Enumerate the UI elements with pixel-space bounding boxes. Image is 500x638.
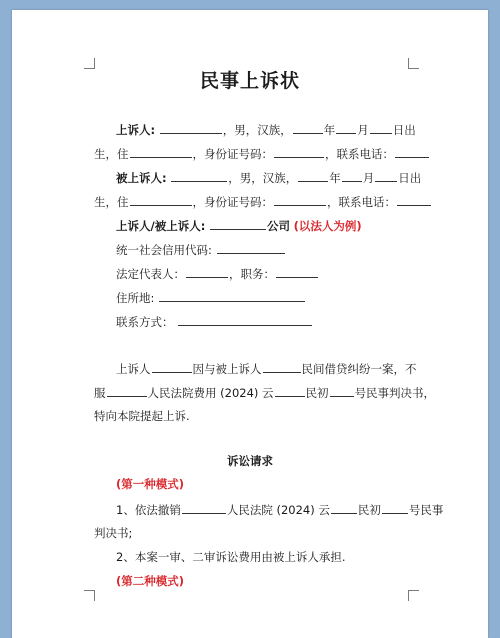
credit-code-blank[interactable] (217, 242, 285, 254)
company-contact-blank[interactable] (178, 314, 312, 326)
statement-appellee-blank[interactable] (263, 361, 301, 373)
appellee-month-blank[interactable] (342, 170, 362, 182)
request-2-line (116, 550, 446, 564)
appellant-id-blank[interactable] (274, 146, 324, 158)
appellee-year-text: 年 (329, 171, 341, 185)
appellant-year-blank[interactable] (293, 122, 323, 134)
appellant-address-blank[interactable] (130, 146, 192, 158)
legal-rep-label: 法定代表人： (116, 267, 185, 281)
appellant-address-text: 生，住 (94, 147, 129, 161)
company-note: (以法人为例) (293, 219, 362, 233)
appellant-line-2 (94, 146, 424, 161)
request-1-case-blank-1[interactable] (331, 502, 357, 514)
appellant-gender-text: ，男，汉族， (222, 123, 292, 137)
appellee-month-text: 月 (362, 171, 375, 185)
company-address-label: 住所地: (116, 291, 155, 305)
request-1-text-d: 号民事 (408, 503, 444, 517)
company-line (116, 218, 446, 233)
contact-line (116, 314, 446, 329)
statement-text-1a: 上诉人 (116, 362, 151, 376)
statement-line-2 (94, 385, 436, 400)
request-2-text: 2、本案一审、二审诉讼费用由被上诉人承担. (116, 550, 346, 564)
mode-2-label: (第二种模式) (116, 574, 185, 588)
appellee-address-blank[interactable] (130, 194, 192, 206)
statement-case-blank-1[interactable] (275, 385, 305, 397)
margin-corner-bottom-right (408, 590, 419, 601)
company-name-blank[interactable] (210, 218, 266, 230)
appellant-year-text: 年 (323, 123, 336, 137)
appellee-id-blank[interactable] (274, 194, 326, 206)
statement-text-2b: 人民法院费用 (2024) 云 (147, 386, 274, 400)
appellant-day-blank[interactable] (370, 122, 392, 134)
appellee-year-blank[interactable] (298, 170, 328, 182)
appellee-line-1 (116, 170, 446, 185)
margin-corner-bottom-left (84, 590, 95, 601)
statement-appellant-blank[interactable] (152, 361, 192, 373)
company-label: 上诉人/被上诉人: (116, 219, 206, 233)
request-1-line (116, 502, 446, 517)
request-1-text-b: 人民法院 (2024) 云 (226, 503, 330, 517)
document-page (12, 10, 488, 638)
request-1-text-c: 民初 (357, 503, 381, 517)
legal-rep-line (116, 266, 446, 281)
document-title: 民事上诉状 (199, 70, 300, 92)
statement-line-1 (116, 361, 446, 376)
request-1-line-2 (94, 526, 424, 540)
requests-heading: 诉讼请求 (227, 454, 273, 468)
appellee-phone-blank[interactable] (397, 194, 431, 206)
appellee-label: 被上诉人: (116, 171, 167, 185)
statement-text-1c: 民间借贷纠纷一案，不 (301, 362, 417, 376)
appellant-label: 上诉人: (116, 123, 156, 137)
company-suffix: 公司 (266, 219, 290, 233)
statement-text-2c: 民初 (305, 386, 329, 400)
mode-1-line (116, 477, 446, 491)
statement-court-blank[interactable] (107, 385, 147, 397)
appellee-address-text: 生，住 (94, 195, 129, 209)
statement-text-3: 特向本院提起上诉. (94, 409, 190, 423)
appellant-id-text: ，身份证号码： (192, 147, 273, 161)
statement-text-1b: 因与被上诉人 (192, 362, 262, 376)
appellant-phone-text: ，联系电话： (325, 147, 394, 161)
mode-1-label: (第一种模式) (116, 477, 185, 491)
appellee-id-text: ，身份证号码： (192, 195, 273, 209)
appellant-month-blank[interactable] (336, 122, 356, 134)
appellee-day-text: 日出 (398, 171, 422, 185)
mode-2-line (116, 574, 446, 588)
position-blank[interactable] (276, 266, 318, 278)
credit-code-label: 统一社会信用代码: (116, 243, 212, 257)
appellant-line-1 (116, 122, 446, 137)
statement-line-3 (94, 409, 424, 423)
position-label: ，职务： (229, 267, 275, 281)
company-address-blank[interactable] (159, 290, 305, 302)
appellee-phone-text: ，联系电话： (327, 195, 396, 209)
request-1-case-blank-2[interactable] (382, 502, 408, 514)
statement-text-2a: 服 (94, 386, 106, 400)
request-1-text-a: 1、依法撤销 (116, 503, 181, 517)
appellant-month-text: 月 (357, 123, 369, 137)
appellant-name-blank[interactable] (160, 122, 222, 134)
company-contact-label: 联系方式： (116, 315, 174, 329)
request-1-text-e: 判决书; (94, 526, 133, 540)
appellee-line-2 (94, 194, 424, 209)
statement-case-blank-2[interactable] (330, 385, 354, 397)
address-line (116, 290, 446, 305)
appellant-phone-blank[interactable] (395, 146, 429, 158)
appellant-day-text: 日出 (392, 123, 416, 137)
credit-code-line (116, 242, 446, 257)
statement-text-2d: 号民事判决书， (354, 386, 436, 400)
legal-rep-blank[interactable] (186, 266, 228, 278)
appellee-gender-text: ，男，汉族， (228, 171, 298, 185)
appellee-day-blank[interactable] (375, 170, 397, 182)
request-1-court-blank[interactable] (182, 502, 226, 514)
appellee-name-blank[interactable] (171, 170, 227, 182)
